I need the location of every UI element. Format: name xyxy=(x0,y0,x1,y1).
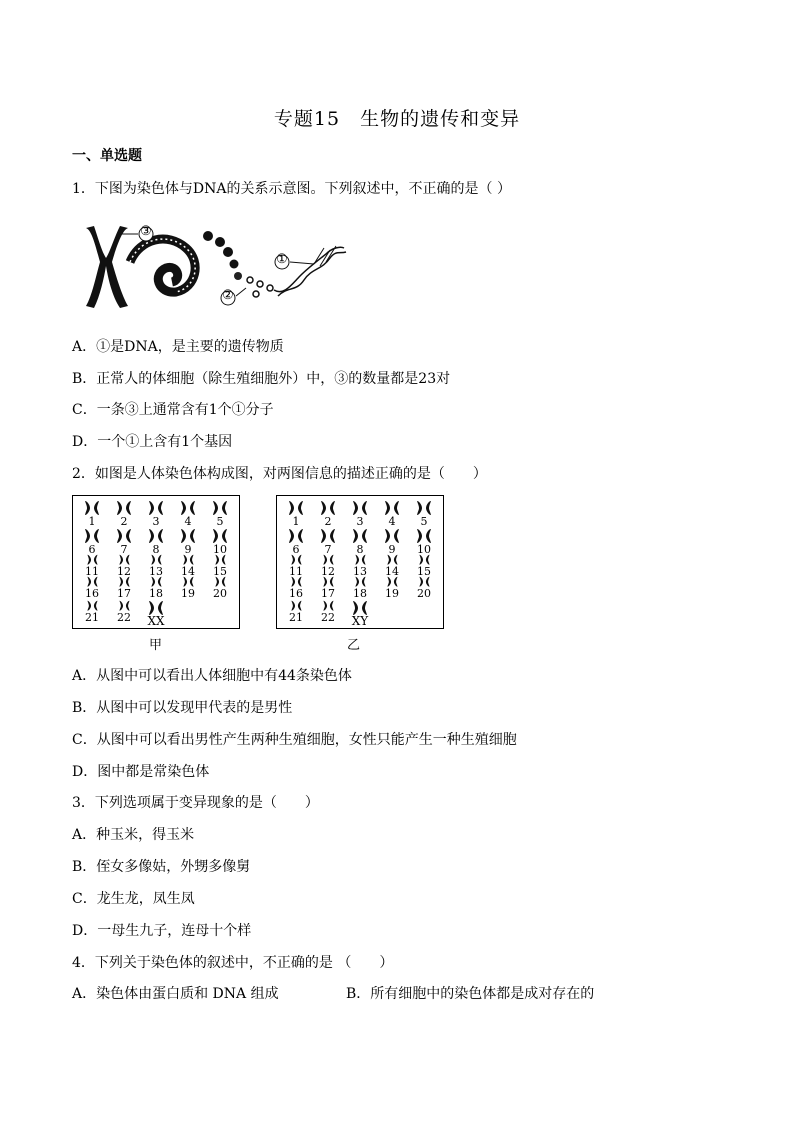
chromosome-pair xyxy=(317,576,339,599)
chromosome-pair-icon xyxy=(386,576,399,588)
chromosome-number: 14 xyxy=(181,564,195,578)
chromosome-pair-icon xyxy=(290,554,303,566)
chromosome-pair-icon xyxy=(86,554,99,566)
q1-option-a: A．①是DNA，是主要的遗传物质 xyxy=(72,339,284,355)
chromosome-number: 10 xyxy=(417,543,431,556)
chromosome-number: 12 xyxy=(117,564,131,578)
chromosome-number: 10 xyxy=(213,543,227,556)
chromosome-pair-icon xyxy=(287,500,305,516)
q3-option-a: A．种玉米，得玉米 xyxy=(72,827,195,843)
q3-option-d: D．一母生九子，连母十个样 xyxy=(72,923,252,939)
chromosome-number: 6 xyxy=(292,543,300,556)
q4-stem: 4．下列关于染色体的叙述中，不正确的是 （ ） xyxy=(72,955,394,971)
chromosome-pair xyxy=(381,554,403,577)
chromosome-pair xyxy=(177,500,199,527)
section-heading: 一、单选题 xyxy=(72,148,142,164)
page-title: 专题15 生物的遗传和变异 xyxy=(273,108,521,130)
chromosome-pair xyxy=(349,576,371,599)
chromosome-pair xyxy=(113,528,135,555)
chromosome-pair-icon xyxy=(211,528,229,544)
karyotype-female xyxy=(72,495,240,629)
chromosome-number: 14 xyxy=(385,564,399,578)
chromosome-pair xyxy=(285,600,307,623)
chromosome-pair xyxy=(317,528,339,555)
chromosome-pair xyxy=(317,554,339,577)
chromosome-number: 17 xyxy=(117,586,131,600)
chromosome-pair xyxy=(381,576,403,599)
q3-option-c: C．龙生龙，凤生凤 xyxy=(72,891,195,907)
sex-chromosome-label: XX xyxy=(147,614,165,628)
chromosome-number: 11 xyxy=(85,564,99,578)
chromosome-pair xyxy=(113,500,135,527)
chromosome-pair xyxy=(285,528,307,555)
chromosome-pair xyxy=(177,576,199,599)
chromosome-pair xyxy=(285,576,307,599)
chromosome-dna-figure xyxy=(78,218,348,314)
sex-chromosome-pair xyxy=(145,600,167,627)
chromosome-number: 20 xyxy=(417,586,431,600)
chromosome-number: 22 xyxy=(321,610,335,624)
sex-chromosome-pair xyxy=(349,600,371,627)
chromosome-pair xyxy=(81,528,103,555)
chromosome-pair xyxy=(209,576,231,599)
q1-option-b: B．正常人的体细胞（除生殖细胞外）中，③的数量都是23对 xyxy=(72,371,451,387)
chromosome-number: 7 xyxy=(324,543,332,556)
chromosome-pair xyxy=(177,554,199,577)
chromosome-pair-icon xyxy=(83,528,101,544)
chromosome-pair-icon xyxy=(211,500,229,516)
chromosome-number: 19 xyxy=(385,586,399,600)
chromosome-pair-icon xyxy=(147,528,165,544)
karyotype-female-caption: 甲 xyxy=(149,638,163,653)
q2-option-c: C．从图中可以看出男性产生两种生殖细胞，女性只能产生一种生殖细胞 xyxy=(72,732,517,748)
chromosome-pair-icon xyxy=(118,600,131,612)
chromosome-pair-icon xyxy=(383,528,401,544)
chromosome-number: 20 xyxy=(213,586,227,600)
chromosome-number: 15 xyxy=(213,564,227,578)
chromosome-number: 6 xyxy=(88,543,96,556)
chromosome-pair xyxy=(413,576,435,599)
chromosome-pair-icon xyxy=(354,554,367,566)
chromosome-pair-icon xyxy=(115,500,133,516)
chromosome-pair xyxy=(413,554,435,577)
chromosome-number: 5 xyxy=(420,515,428,528)
chromosome-number: 8 xyxy=(356,543,364,556)
chromosome-pair-icon xyxy=(150,554,163,566)
chromosome-number: 3 xyxy=(152,515,160,528)
chromosome-pair-icon xyxy=(182,554,195,566)
chromosome-pair xyxy=(317,500,339,527)
chromosome-pair-icon xyxy=(351,528,369,544)
label-2: ② xyxy=(222,288,234,303)
chromosome-number: 21 xyxy=(85,610,99,624)
label-1: ① xyxy=(276,252,288,267)
chromosome-pair-icon xyxy=(322,576,335,588)
chromosome-pair xyxy=(349,528,371,555)
chromosome-pair-icon xyxy=(214,576,227,588)
chromosome-pair xyxy=(317,600,339,623)
chromosome-number: 5 xyxy=(216,515,224,528)
chromosome-pair-icon xyxy=(214,554,227,566)
chromosome-number: 12 xyxy=(321,564,335,578)
chromosome-pair-icon xyxy=(182,576,195,588)
chromosome-pair xyxy=(381,528,403,555)
q2-option-a: A．从图中可以看出人体细胞中有44条染色体 xyxy=(72,668,352,684)
q4-option-a: A．染色体由蛋白质和 DNA 组成 xyxy=(72,986,279,1002)
chromosome-pair xyxy=(113,554,135,577)
chromosome-pair xyxy=(349,500,371,527)
chromosome-pair xyxy=(413,528,435,555)
chromosome-pair-icon xyxy=(290,600,303,612)
chromosome-pair xyxy=(113,600,135,623)
chromosome-pair xyxy=(81,554,103,577)
chromosome-pair-icon xyxy=(118,576,131,588)
chromosome-number: 11 xyxy=(289,564,303,578)
chromosome-pair xyxy=(349,554,371,577)
chromosome-pair xyxy=(177,528,199,555)
chromosome-number: 19 xyxy=(181,586,195,600)
chromosome-pair-icon xyxy=(179,500,197,516)
chromosome-pair-icon xyxy=(118,554,131,566)
chromosome-pair xyxy=(381,500,403,527)
chromosome-pair xyxy=(81,576,103,599)
chromosome-number: 2 xyxy=(324,515,332,528)
chromosome-pair xyxy=(285,554,307,577)
chromosome-pair xyxy=(145,576,167,599)
chromosome-pair-icon xyxy=(86,600,99,612)
q4-option-b: B．所有细胞中的染色体都是成对存在的 xyxy=(346,986,595,1002)
chromosome-number: 13 xyxy=(353,564,367,578)
karyotype-male-caption: 乙 xyxy=(347,638,361,653)
sex-chromosome-label: XY xyxy=(351,614,369,628)
chromosome-number: 18 xyxy=(353,586,367,600)
chromosome-pair xyxy=(145,528,167,555)
chromosome-pair-icon xyxy=(83,500,101,516)
chromosome-pair xyxy=(113,576,135,599)
chromosome-pair-icon xyxy=(319,500,337,516)
chromosome-pair-icon xyxy=(319,528,337,544)
chromosome-pair xyxy=(285,500,307,527)
label-3: ③ xyxy=(140,224,152,239)
chromosome-number: 4 xyxy=(388,515,396,528)
chromosome-pair-icon xyxy=(354,576,367,588)
chromosome-dna-illustration xyxy=(78,218,348,314)
chromosome-pair-icon xyxy=(115,528,133,544)
chromosome-number: 1 xyxy=(88,515,96,528)
chromosome-number: 13 xyxy=(149,564,163,578)
chromosome-pair-icon xyxy=(86,576,99,588)
chromosome-number: 1 xyxy=(292,515,300,528)
chromosome-pair-icon xyxy=(322,554,335,566)
chromosome-pair-icon xyxy=(418,554,431,566)
q1-stem: 1．下图为染色体与DNA的关系示意图。下列叙述中，不正确的是（ ） xyxy=(72,181,511,197)
chromosome-pair-icon xyxy=(150,576,163,588)
chromosome-pair xyxy=(81,600,103,623)
chromosome-pair-icon xyxy=(418,576,431,588)
chromosome-pair-icon xyxy=(147,500,165,516)
chromosome-pair-icon xyxy=(322,600,335,612)
chromosome-number: 4 xyxy=(184,515,192,528)
chromosome-pair-icon xyxy=(287,528,305,544)
chromosome-number: 2 xyxy=(120,515,128,528)
q3-option-b: B．侄女多像姑，外甥多像舅 xyxy=(72,859,251,875)
chromosome-number: 7 xyxy=(120,543,128,556)
chromosome-number: 8 xyxy=(152,543,160,556)
chromosome-number: 18 xyxy=(149,586,163,600)
chromosome-number: 22 xyxy=(117,610,131,624)
chromosome-number: 9 xyxy=(388,543,396,556)
q2-stem: 2．如图是人体染色体构成图，对两图信息的描述正确的是（ ） xyxy=(72,466,487,482)
chromosome-number: 16 xyxy=(289,586,303,600)
chromosome-pair xyxy=(145,500,167,527)
chromosome-pair xyxy=(209,554,231,577)
chromosome-pair xyxy=(413,500,435,527)
chromosome-pair-icon xyxy=(386,554,399,566)
chromosome-number: 15 xyxy=(417,564,431,578)
q2-option-d: D．图中都是常染色体 xyxy=(72,764,210,780)
chromosome-pair xyxy=(209,528,231,555)
chromosome-number: 17 xyxy=(321,586,335,600)
karyotype-male xyxy=(276,495,444,629)
chromosome-pair-icon xyxy=(415,528,433,544)
chromosome-number: 16 xyxy=(85,586,99,600)
chromosome-number: 9 xyxy=(184,543,192,556)
q1-option-d: D．一个①上含有1个基因 xyxy=(72,434,233,450)
chromosome-pair xyxy=(209,500,231,527)
chromosome-pair-icon xyxy=(290,576,303,588)
q3-stem: 3．下列选项属于变异现象的是（ ） xyxy=(72,795,319,811)
q1-option-c: C．一条③上通常含有1个①分子 xyxy=(72,402,274,418)
q2-option-b: B．从图中可以发现甲代表的是男性 xyxy=(72,700,293,716)
chromosome-pair-icon xyxy=(351,500,369,516)
chromosome-pair-icon xyxy=(415,500,433,516)
chromosome-number: 21 xyxy=(289,610,303,624)
chromosome-number: 3 xyxy=(356,515,364,528)
chromosome-pair xyxy=(145,554,167,577)
chromosome-pair xyxy=(81,500,103,527)
chromosome-pair-icon xyxy=(179,528,197,544)
chromosome-pair-icon xyxy=(383,500,401,516)
